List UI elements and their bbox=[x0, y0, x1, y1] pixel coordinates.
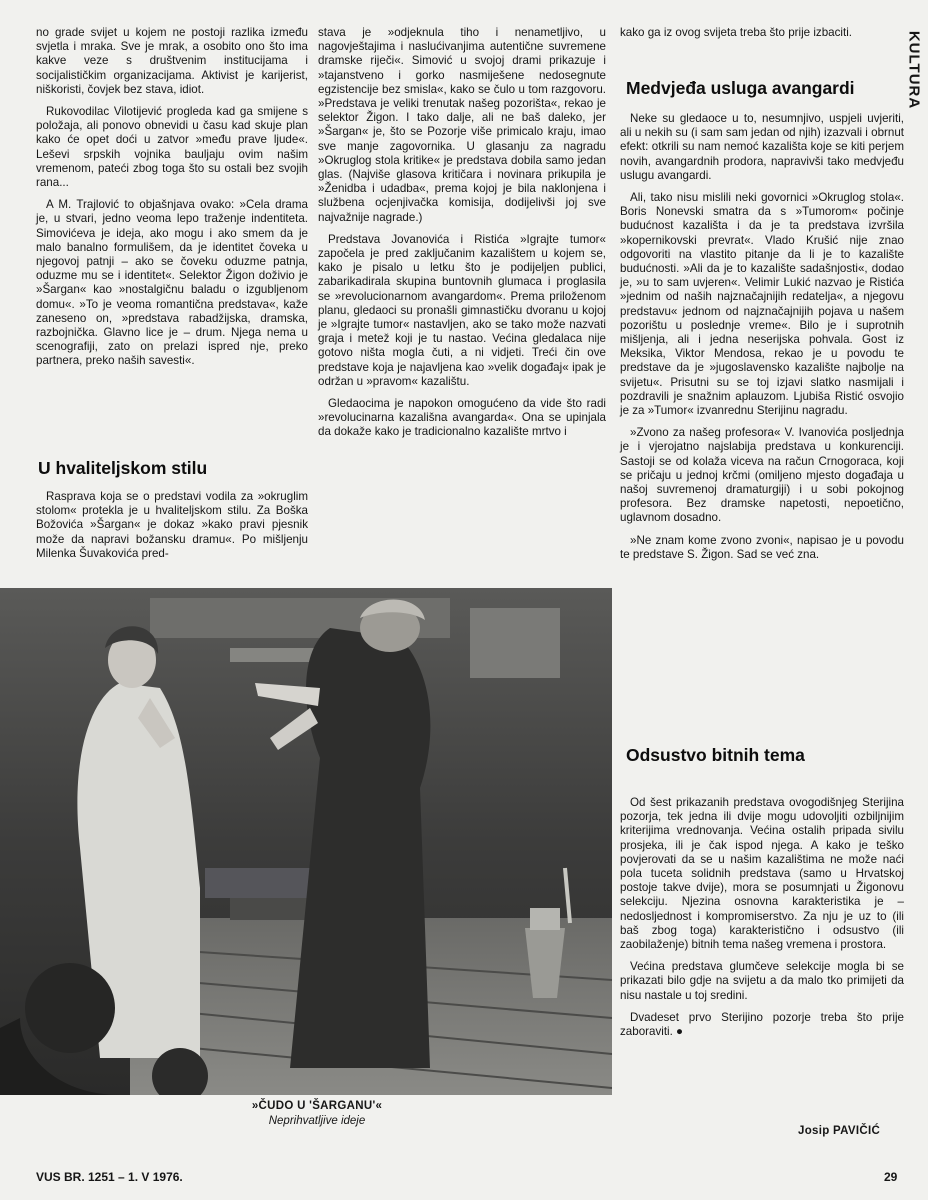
paragraph: »Zvono za našeg profesora« V. Ivanovića posljednja je i vjerojatno najslabija predstava u konkurenciji. Sastoji se od kolaža viceva na račun Crnogoraca, koji se pričaju u jednoj krčmi (omiljeno mjesto događaja u našoj suvremenoj dramaturgiji) i u sobi pokojnog profesora. Bez dramske napetosti, nepoetično, uglavnom dosadno. bbox=[620, 426, 904, 525]
paragraph: »Ne znam kome zvono zvoni«, napisao je u povodu te predstave S. Žigon. Sad se već zna. bbox=[620, 533, 904, 561]
paragraph: Neke su gledaoce u to, nesumnjivo, uspjeli uvjeriti, ali u nekih su (i sam sam jedan od njih) izazvali i obrnut efekt: otkrili su nam nemoć kazališta koje se kiti perjem novih, avangardnih prodora, napravivši tako medvjeđu uslugu avangardi. bbox=[620, 112, 904, 182]
paragraph: Predstava Jovanovića i Ristića »Igrajte tumor« započela je pred zaključanim kazalištem u kojem se, kako je pisalo u letku što je podijeljen publici, zabarikadirala skupina buntovnih glumaca i proglasila se »revolucionarnom avangardom«. Prema priloženom planu, gledaoci su pronašli gimnastičku dvoranu u kojoj je »Igrajte tumor« nastavljen, ako se tako može nazvati graja i metež koji je tu nastao. Većina gledalaca nije gotovo ništa mogla čuti, a ni vidjeti. Treći čin ove predstave koja je najavljena kao »velik događaj« ipak je održan u »pravom« kazalištu. bbox=[318, 232, 606, 388]
article-column-1-lower bbox=[36, 490, 308, 569]
paragraph: Ali, tako nisu mislili neki govornici »Okruglog stola«. Boris Nonevski smatra da s »Tumorom« počinje budućnost kazališta i da je ta predstava izvršila »kopernikovski prevrat«. Vlado Krušić nije znao odgovoriti na vlastito pitanje da li je to kazalište budućnosti. »Ali da je to kazalište sadašnjosti«, dodao je, »u to sam uvjeren«. Velimir Lukić nazvao je Ristića »jednim od naših najznačajnijih redatelja«, a njegovu predstavu« jednom od najznačajnijih pojava u našem pozorištu u poslednje vreme«. Bilo je i suprotnih mišljenja, ali i jedna neserijska pohvala. Gost iz Meksika, Viktor Mendosa, rekao je u povodu te predstave da je »jugoslavensko kazalište najbolje na svijetu«. Prisutni su se toj izjavi slatko nasmijali i pozdravili je snažnim aplauzom. Ljubiša Ristić osvojio je za »Tumor« izvanrednu Sterijinu nagradu. bbox=[620, 191, 904, 418]
paragraph: Dvadeset prvo Sterijino pozorje treba što prije zaboraviti. ● bbox=[620, 1010, 904, 1039]
paragraph: kako ga iz ovog svijeta treba što prije izbaciti. bbox=[620, 26, 852, 39]
paragraph: no grade svijet u kojem ne postoji razlika između svjetla i mraka. Sve je mrak, a osobito ono što ima kakve veze s društvenim institucijama i socijalističkim organizacijama. Aktivist je karijerist, niškoristi, čovjek bez stava, idiot. bbox=[36, 26, 308, 96]
paragraph: Rukovodilac Vilotijević progleda kad ga smijene s položaja, ali ponovo obnevidi u času kad skuje plan kako će opet doći u zatvor »među prave ljude«. Leševi srpskih vojnika bauljaju ovim našim vremenom, pateći zbog toga što su ostali bez svojih rana... bbox=[36, 105, 308, 190]
footer-issue-info: VUS BR. 1251 – 1. V 1976. bbox=[36, 1170, 183, 1184]
article-column-3-mid bbox=[620, 112, 904, 570]
section-heading: Odsustvo bitnih tema bbox=[626, 745, 805, 765]
section-heading: U hvaliteljskom stilu bbox=[38, 458, 208, 478]
section-label-text: KULTURA bbox=[905, 30, 923, 110]
photo-caption-title: »ČUDO U 'ŠARGANU'« bbox=[251, 1100, 383, 1112]
article-column-1 bbox=[36, 26, 308, 377]
page-number: 29 bbox=[884, 1170, 898, 1184]
paragraph: Većina predstava glumčeve selekcije mogla bi se prikazati bilo gdje na svijetu a da malo tko primijeti da nisu nastale u toj sredini. bbox=[620, 960, 904, 1002]
paragraph: A M. Trajlović to objašnjava ovako: »Cela drama je, u stvari, jedno veoma lepo traženje indentiteta. Simovićeva je ideja, ako mogu i ako smem da je malo banalno formulišem, da je identitet čoveka u njegovoj patnji – ako se čoveku oduzme patnja, oduzme mu se i identitet«. Selektor Žigon doživio je »Šargan« kao »nostalgičnu baladu o izgubljenom domu«. »To je veoma romantična predstava«, kaže zaneseno on, »predstava rabadžijska, dramska, razbojnička. Glavno lice je – drum. Njega nema u scenografiji, zato on prelazi ispred nje, preko partnera, preko naših savesti«. bbox=[36, 198, 308, 368]
section-heading: Medvjeđa usluga avangardi bbox=[626, 78, 855, 98]
paragraph: Od šest prikazanih predstava ovogodišnjeg Sterijina pozorja, tek jedna ili dvije mogu udovoljiti ozbiljnijim kriterijima vrednovanja. Većina ostalih pripada sivilu prosjeka, ili je čak ispod njega. A kako je teško povjerovati da se u našim kazalištima ne može naći pola tuceta solidnih predstava (samo u Hrvatskoj postoje takve dvije), mora se posumnjati u Žigonovu selekciju. Njezina osnovna karakteristika je – nedosljednost i kompromiserstvo. Za nju je uz to (ili baš zbog toga) karakteristično i odsustvo (ili zaobilaženje) bitnih tema našeg vremena i prostora. bbox=[620, 796, 904, 952]
stage-photo-illustration bbox=[0, 588, 612, 1095]
paragraph: Gledaocima je napokon omogućeno da vide što radi »revolucinarna kazališna avangarda«. Ona se upinjala da dokaže kako je tradicionalno kazalište mrtvo i bbox=[318, 397, 606, 439]
stage-photo bbox=[0, 588, 612, 1095]
paragraph: stava je »odjeknula tiho i nenametljivo, u nagovještajima i naslućivanjima autentične suvremene dramske riječi«. Simović u svojoj drami prikazuje i »tajanstveno i gorko nasmiješene nedosegnute egzistencije bez smisla«, kako se čulo u tom razgovoru. »Predstava je veliki trenutak našeg pozorišta«, rekao je selektor Žigon. I tako dalje, ali ne baš daleko, jer »Šargan« je, što se Pozorje više primicalo kraju, imao sve manje zagovornika. U glasanju za nagradu »Okruglog stola kritike« je predstava dobila samo jedan glas. (Najviše glasova kritičara i novinara prikupila je »Ženidba i udadba«, prema kojoj je bila naklonjena i službena ocjenjivačka komisija, dodijelivši joj sve najvažnije nagrade.) bbox=[318, 26, 606, 224]
section-label bbox=[900, 20, 928, 120]
photo-caption-subtitle: Neprihvatljive ideje bbox=[268, 1115, 366, 1127]
author-byline: Josip PAVIČIĆ bbox=[798, 1125, 881, 1137]
paragraph: Rasprava koja se o predstavi vodila za »okruglim stolom« protekla je u hvaliteljskom stilu. Za Boška Božovića »Šargan« je dokaz »kako pravi pjesnik može da napravi božansku dramu«. Po mišljenju Milenka Šuvakovića pred- bbox=[36, 490, 308, 560]
article-column-3 bbox=[620, 26, 904, 48]
article-column-2 bbox=[318, 26, 606, 448]
article-column-3-lower bbox=[620, 796, 904, 1047]
